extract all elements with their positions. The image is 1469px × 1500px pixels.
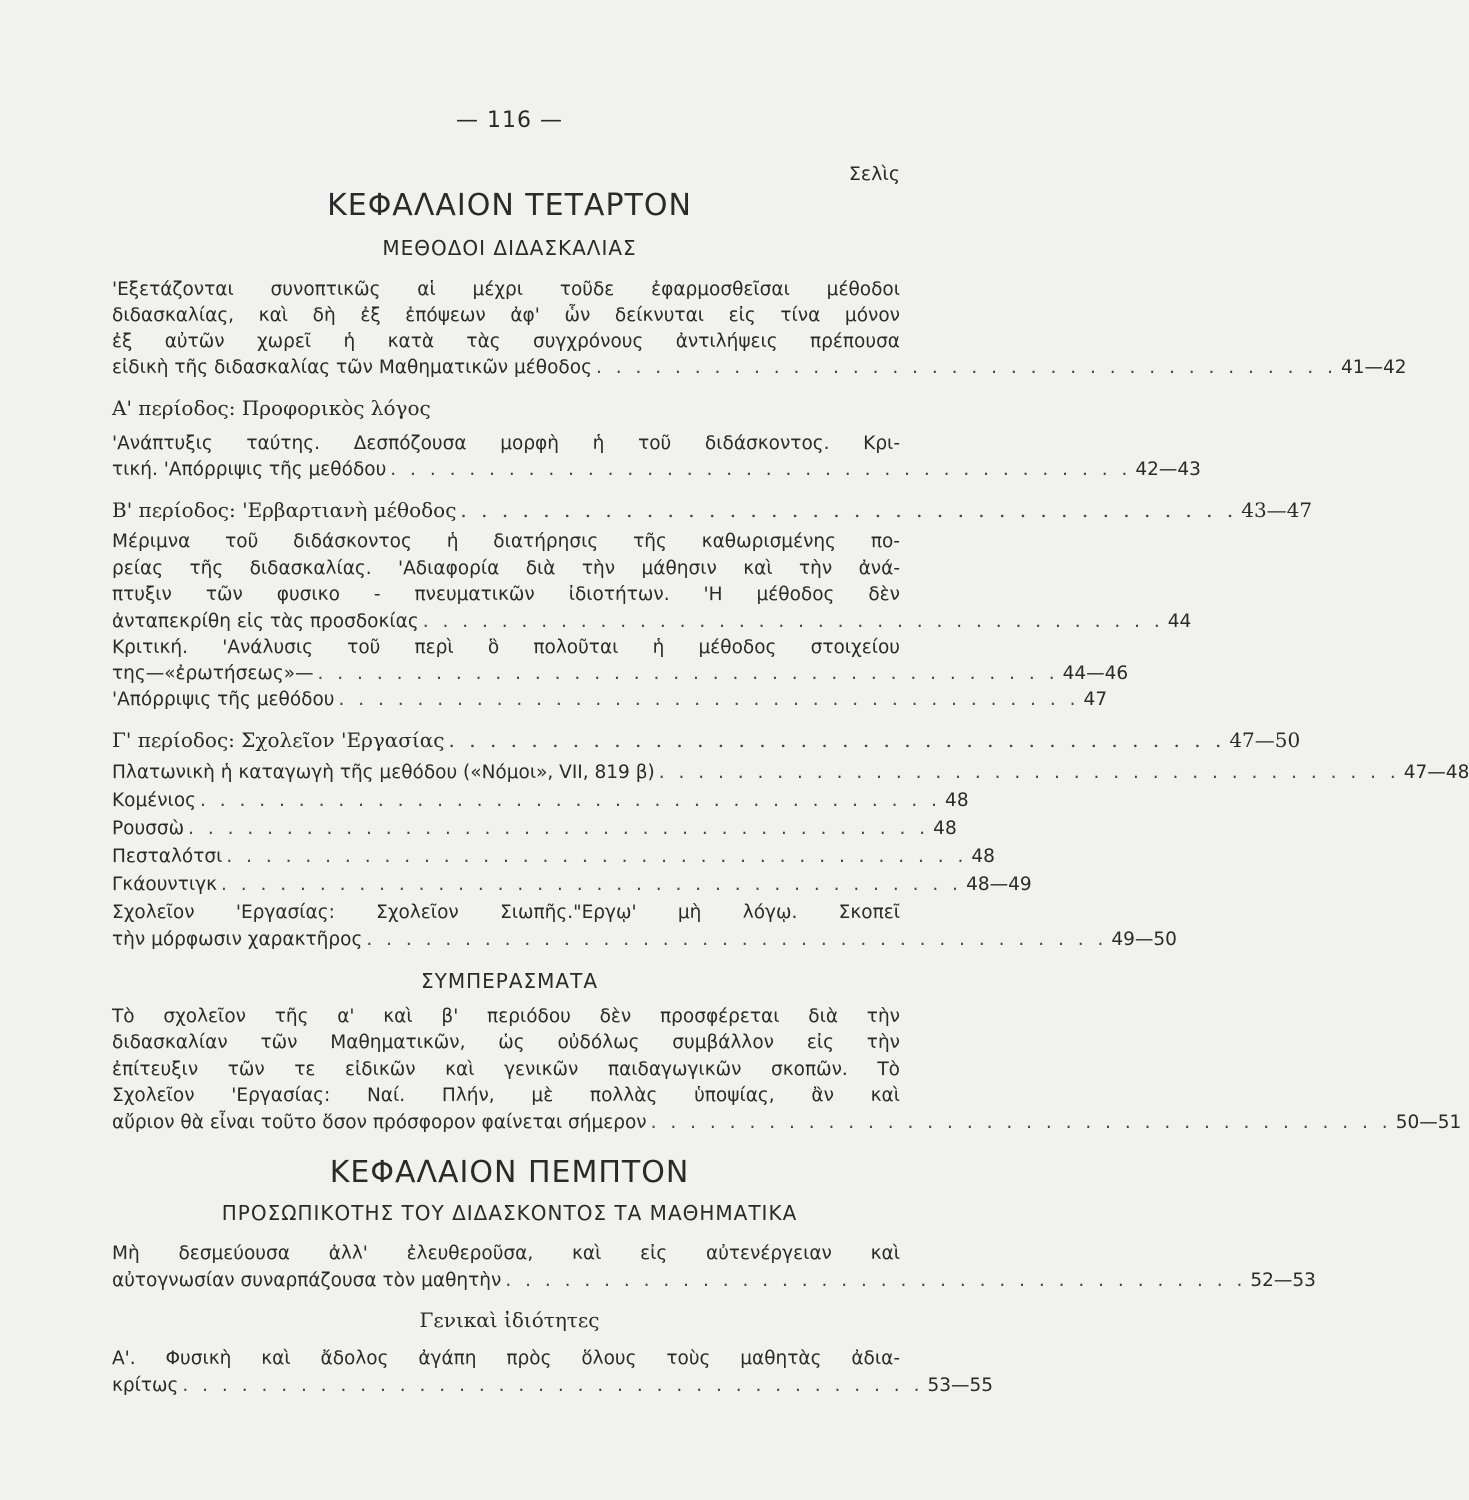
text-line: Κριτική. 'Ανάλυσις τοῦ περὶ ὃ πολοῦται ἡ μέθοδος στοιχείου	[112, 637, 900, 658]
toc-entry-pages: 41—42	[1340, 357, 1407, 378]
toc-entry	[112, 1109, 1462, 1137]
text-line: Τὸ σχολεῖον τῆς α' καὶ β' περιόδου δὲν προσφέρεται διὰ τὴν	[112, 1006, 900, 1027]
leader-dots: . . . . . . . . . . . . . . . . . . . . . . . . . . . . . . . . . . . . . .	[200, 790, 942, 811]
chapter-title: ΚΕΦΑΛΑΙΟΝ ΤΕΤΑΡΤΟΝ	[327, 188, 692, 223]
period-heading: Α' περίοδος: Προφορικὸς λόγος	[112, 396, 431, 420]
section-title: ΣΥΜΠΕΡΑΣΜΑΤΑ	[421, 969, 598, 993]
text-line: Σχολεῖον 'Εργασίας: Σχολεῖον Σιωπῆς."Εργῳ' μὴ λόγῳ. Σκοπεῖ	[112, 902, 900, 923]
leader-dots: . . . . . . . . . . . . . . . . . . . . . . . . . . . . . . . . . . . . . .	[448, 728, 1226, 752]
toc-entry-text: αὐτογνωσίαν συναρπάζουσα τὸν μαθητὴν	[112, 1270, 502, 1291]
text-line: διδασκαλίαν τῶν Μαθηματικῶν, ὡς οὐδόλως συμβάλλον εἰς τὴν	[112, 1032, 900, 1053]
text-line: ρείας τῆς διδασκαλίας. 'Αδιαφορία διὰ τὴν μάθησιν καὶ τὴν ἀνά-	[112, 558, 900, 579]
text-line: Μέριμνα τοῦ διδάσκοντος ἡ διατήρησις τῆς καθωρισμένης πο-	[112, 531, 900, 552]
toc-entry-pages: 43—47	[1241, 498, 1313, 522]
text-line: 'Ανάπτυξις ταύτης. Δεσπόζουσα μορφὴ ἡ τοῦ διδάσκοντος. Κρι-	[112, 433, 900, 454]
toc-entry	[112, 871, 1032, 899]
leader-dots: . . . . . . . . . . . . . . . . . . . . . . . . . . . . . . . . . . . . . .	[226, 846, 968, 867]
toc-entry	[112, 759, 1469, 787]
toc-entry-text: Γ' περίοδος: Σχολεῖον 'Εργασίας	[112, 728, 445, 752]
leader-dots: . . . . . . . . . . . . . . . . . . . . . . . . . . . . . . . . . . . . . .	[317, 663, 1059, 684]
toc-entry-pages: 47—50	[1229, 728, 1301, 752]
text-line: 'Εξετάζονται συνοπτικῶς αἱ μέχρι τοῦδε ἐφαρμοσθεῖσαι μέθοδοι	[112, 279, 900, 300]
toc-entry-pages: 48	[945, 790, 969, 811]
toc-entry-text: ἀνταπεκρίθη εἰς τὰς προσδοκίας	[112, 611, 419, 632]
toc-entry-text: Κομένιος	[112, 790, 196, 811]
toc-entry	[112, 787, 969, 815]
leader-dots: . . . . . . . . . . . . . . . . . . . . . . . . . . . . . . . . . . . . . .	[338, 689, 1080, 710]
toc-entry-pages: 48	[933, 818, 957, 839]
toc-entry	[112, 660, 1129, 688]
toc-entry-text: 'Απόρριψις τῆς μεθόδου	[112, 689, 335, 710]
toc-entry-text: τική. 'Απόρριψις τῆς μεθόδου	[112, 459, 387, 480]
text-line: Μὴ δεσμεύουσα ἀλλ' ἐλευθεροῦσα, καὶ εἰς αὐτενέργειαν καὶ	[112, 1243, 900, 1264]
section-title: ΠΡΟΣΩΠΙΚΟΤΗΣ ΤΟΥ ΔΙΔΑΣΚΟΝΤΟΣ ΤΑ ΜΑΘΗΜΑΤΙΚΑ	[221, 1201, 798, 1225]
leader-dots: . . . . . . . . . . . . . . . . . . . . . . . . . . . . . . . . . . . . . .	[658, 762, 1400, 783]
leader-dots: . . . . . . . . . . . . . . . . . . . . . . . . . . . . . . . . . . . . . .	[366, 929, 1108, 950]
period-heading	[112, 496, 1313, 524]
text-line: ἐπίτευξιν τῶν τε εἰδικῶν καὶ γενικῶν παιδαγωγικῶν σκοπῶν. Τὸ	[112, 1059, 900, 1080]
text-line: πτυξιν τῶν φυσικο - πνευματικῶν ἰδιοτήτων. 'Η μέθοδος δὲν	[112, 584, 900, 605]
section-title: ΜΕΘΟΔΟΙ ΔΙΔΑΣΚΑΛΙΑΣ	[382, 236, 637, 260]
toc-entry-text: της—«ἐρωτήσεως»—	[112, 663, 314, 684]
toc-entry-text: Ρουσσὼ	[112, 818, 185, 839]
toc-entry	[112, 843, 995, 871]
toc-entry-text: κρίτως	[112, 1375, 179, 1396]
leader-dots: . . . . . . . . . . . . . . . . . . . . . . . . . . . . . . . . . . . . . .	[188, 818, 930, 839]
toc-entry	[112, 354, 1407, 382]
toc-entry-text: αὔριον θὰ εἶναι τοῦτο ὅσον πρόσφορον φαίνεται σήμερον	[112, 1112, 647, 1133]
toc-entry	[112, 1372, 994, 1400]
page-number: — 116 —	[456, 108, 563, 133]
leader-dots: . . . . . . . . . . . . . . . . . . . . . . . . . . . . . . . . . . . . . .	[505, 1270, 1247, 1291]
text-line: Σχολεῖον 'Εργασίας: Ναί. Πλήν, μὲ πολλὰς ὑποψίας, ἂν καὶ	[112, 1085, 900, 1106]
toc-entry	[112, 686, 1108, 714]
toc-entry-pages: 49—50	[1111, 929, 1177, 950]
section-title: Γενικαὶ ἰδιότητες	[419, 1308, 600, 1332]
toc-entry-pages: 47—48	[1403, 762, 1469, 783]
toc-entry	[112, 608, 1192, 636]
toc-entry	[112, 456, 1201, 484]
period-heading	[112, 726, 1301, 754]
toc-entry-pages: 53—55	[927, 1375, 994, 1396]
toc-entry-text: τὴν μόρφωσιν χαρακτῆρος	[112, 929, 363, 950]
toc-entry-pages: 52—53	[1250, 1270, 1316, 1291]
leader-dots: . . . . . . . . . . . . . . . . . . . . . . . . . . . . . . . . . . . . . .	[182, 1375, 924, 1396]
leader-dots: . . . . . . . . . . . . . . . . . . . . . . . . . . . . . . . . . . . . . .	[650, 1112, 1392, 1133]
toc-entry	[112, 815, 957, 843]
leader-dots: . . . . . . . . . . . . . . . . . . . . . . . . . . . . . . . . . . . . . .	[460, 498, 1238, 522]
leader-dots: . . . . . . . . . . . . . . . . . . . . . . . . . . . . . . . . . . . . . .	[595, 357, 1337, 378]
text-line: ἐξ αὐτῶν χωρεῖ ἡ κατὰ τὰς συγχρόνους ἀντιλήψεις πρέπουσα	[112, 331, 900, 352]
leader-dots: . . . . . . . . . . . . . . . . . . . . . . . . . . . . . . . . . . . . . .	[221, 874, 963, 895]
chapter-title: ΚΕΦΑΛΑΙΟΝ ΠΕΜΠΤΟΝ	[329, 1155, 690, 1190]
toc-entry-text: εἰδικὴ τῆς διδασκαλίας τῶν Μαθηματικῶν μέθοδος	[112, 357, 592, 378]
leader-dots: . . . . . . . . . . . . . . . . . . . . . . . . . . . . . . . . . . . . . .	[422, 611, 1164, 632]
text-line: Α'. Φυσικὴ καὶ ἄδολος ἀγάπη πρὸς ὅλους τοὺς μαθητὰς ἀδια-	[112, 1348, 900, 1369]
toc-entry-text: Β' περίοδος: 'Ερβαρτιανὴ μέθοδος	[112, 498, 457, 522]
toc-entry-pages: 48—49	[966, 874, 1032, 895]
toc-entry-pages: 44—46	[1062, 663, 1129, 684]
toc-entry	[112, 1267, 1316, 1295]
toc-entry-pages: 44	[1167, 611, 1192, 632]
leader-dots: . . . . . . . . . . . . . . . . . . . . . . . . . . . . . . . . . . . . . .	[390, 459, 1132, 480]
page-column-label: Σελὶς	[848, 163, 900, 185]
toc-entry-pages: 47	[1083, 689, 1108, 710]
toc-entry-pages: 50—51	[1395, 1112, 1462, 1133]
toc-entry-text: Πλατωνικὴ ἡ καταγωγὴ τῆς μεθόδου («Νόμοι», VII, 819 β)	[112, 762, 655, 783]
toc-entry-pages: 48	[971, 846, 995, 867]
toc-entry-text: Γκάουντιγκ	[112, 874, 218, 895]
text-line: διδασκαλίας, καὶ δὴ ἐξ ἐπόψεων ἀφ' ὧν δείκνυται εἰς τίνα μόνον	[112, 305, 900, 326]
toc-entry-text: Πεσταλότσι	[112, 846, 223, 867]
toc-entry-pages: 42—43	[1135, 459, 1201, 480]
toc-entry	[112, 926, 1177, 954]
